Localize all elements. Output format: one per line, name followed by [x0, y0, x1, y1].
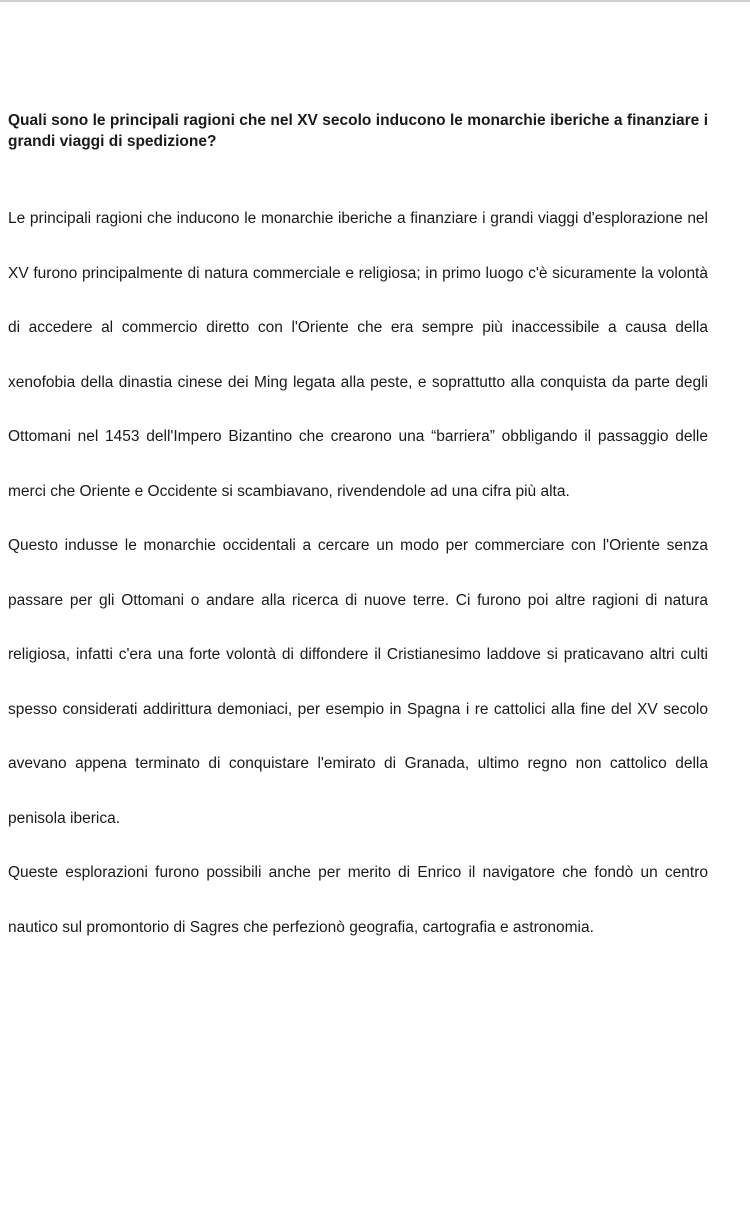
- document-body: [8, 110, 708, 955]
- answer-paragraph-1: Le principali ragioni che inducono le monarchie iberiche a finanziare i grandi viaggi d'esplorazione nel XV furono principalmente di natura commerciale e religiosa; in primo luogo c'è sicuramente la volontà di accedere al commercio diretto con l'Oriente che era sempre più inaccessibile a causa della xenofobia della dinastia cinese dei Ming legata alla peste, e soprattutto alla conquista da parte degli Ottomani nel 1453 dell'Impero Bizantino che crearono una “barriera” obbligando il passaggio delle merci che Oriente e Occidente si scambiavano, rivendendole ad una cifra più alta.: [8, 210, 708, 500]
- top-divider: [0, 0, 750, 2]
- answer-paragraph-3: Queste esplorazioni furono possibili anche per merito di Enrico il navigatore che fondò un centro nautico sul promontorio di Sagres che perfezionò geografia, cartografia e astronomia.: [8, 864, 708, 936]
- answer-paragraph-2: Questo indusse le monarchie occidentali a cercare un modo per commerciare con l'Oriente senza passare per gli Ottomani o andare alla ricerca di nuove terre. Ci furono poi altre ragioni di natura religiosa, infatti c'era una forte volontà di diffondere il Cristianesimo laddove si praticavano altri culti spesso considerati addirittura demoniaci, per esempio in Spagna i re cattolici alla fine del XV secolo avevano appena terminato di conquistare l'emirato di Granada, ultimo regno non cattolico della penisola iberica.: [8, 537, 708, 827]
- answer-text: [8, 192, 708, 955]
- question-heading: Quali sono le principali ragioni che nel XV secolo inducono le monarchie iberiche a finanziare i grandi viaggi di spedizione?: [8, 112, 708, 150]
